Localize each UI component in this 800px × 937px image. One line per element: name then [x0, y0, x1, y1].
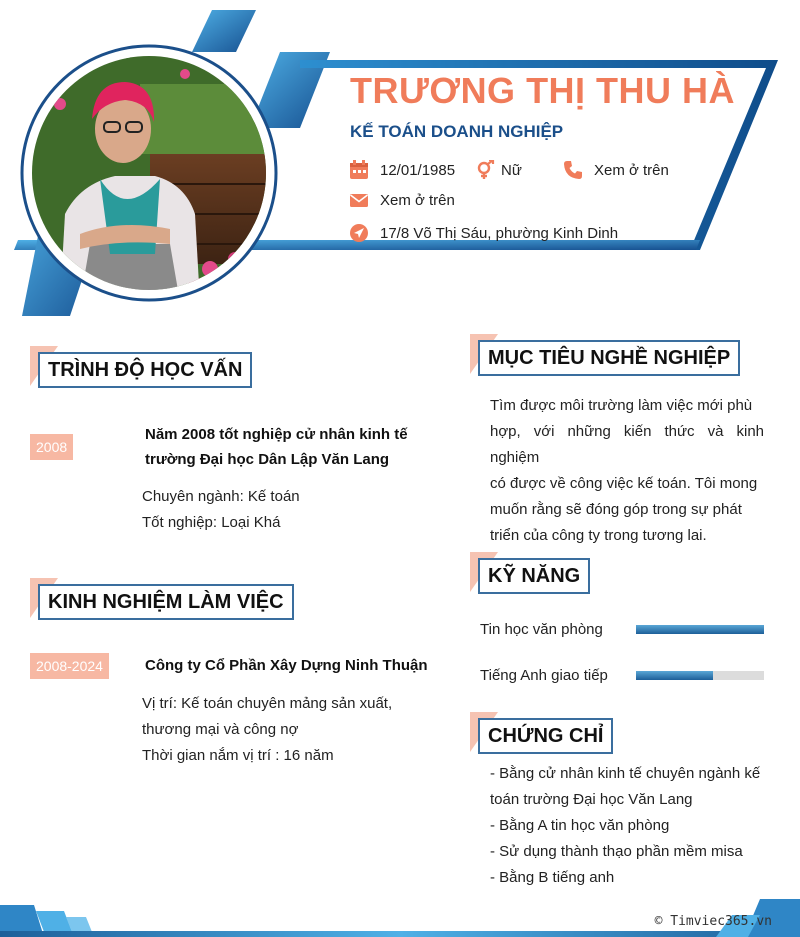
skill-bar-fill: [636, 671, 713, 680]
birthday-value: 12/01/1985: [380, 161, 456, 179]
candidate-name: TRƯƠNG THỊ THU HÀ: [350, 70, 736, 111]
phone-value: Xem ở trên: [594, 161, 669, 179]
education-headline: [145, 422, 415, 472]
gender-icon: [475, 160, 495, 180]
birthday-row: [349, 160, 455, 180]
education-major: Chuyên ngành: Kế toán: [142, 488, 300, 505]
certificate-line: - Sử dụng thành thạo phần mềm misa: [490, 843, 743, 860]
experience-details: [142, 691, 415, 769]
location-icon: [349, 223, 369, 243]
skill-name: Tiếng Anh giao tiếp: [480, 667, 608, 684]
calendar-icon: [349, 160, 369, 180]
gender-row: [475, 160, 522, 180]
skill-bar-fill: [636, 625, 764, 634]
certificate-line: - Bằng cử nhân kinh tế chuyên ngành kế: [490, 765, 761, 782]
address-row: [349, 223, 618, 243]
objective-line: muốn rằng sẽ đóng góp trong sự phát: [490, 501, 742, 518]
email-row: [349, 190, 455, 210]
experience-position-line1: Vị trí: Kế toán chuyên mảng sản xuất,: [142, 695, 393, 712]
experience-period-badge: 2008-2024: [30, 653, 109, 679]
phone-row: [563, 160, 669, 180]
objective-line: triển của công ty trong tương lai.: [490, 527, 707, 544]
education-headline-line1: Năm 2008 tốt nghiệp cử nhân kinh tế: [145, 426, 408, 443]
education-year-badge: 2008: [30, 434, 73, 460]
education-grade: Tốt nghiệp: Loại Khá: [142, 514, 281, 531]
objective-text: [490, 393, 764, 549]
phone-icon: [563, 160, 583, 180]
job-title: KẾ TOÁN DOANH NGHIỆP: [350, 122, 564, 141]
certificate-line: - Bằng B tiếng anh: [490, 869, 615, 886]
skill-bar: [636, 625, 764, 634]
experience-duration: Thời gian nắm vị trí : 16 năm: [142, 747, 334, 764]
objective-line: Tìm được môi trường làm việc mới phù: [490, 397, 753, 414]
objective-line: có được về công việc kế toán. Tôi mong: [490, 475, 758, 492]
certificates-list: [490, 761, 766, 891]
address-value: 17/8 Võ Thị Sáu, phường Kinh Dinh: [380, 224, 619, 242]
skill-bar: [636, 671, 764, 680]
experience-position-line2: thương mại và công nợ: [142, 721, 299, 738]
gender-value: Nữ: [501, 161, 522, 179]
email-value: Xem ở trên: [380, 191, 455, 209]
avatar: [20, 44, 278, 302]
certificate-line: - Bằng A tin học văn phòng: [490, 817, 670, 834]
experience-company: Công ty Cổ Phần Xây Dựng Ninh Thuận: [145, 657, 428, 674]
certificate-line: toán trường Đại học Văn Lang: [490, 791, 693, 808]
objective-line: hợp, với những kiến thức và kinh nghiệm: [490, 423, 764, 466]
email-icon: [349, 190, 369, 210]
skill-name: Tin học văn phòng: [480, 621, 603, 638]
copyright-text: © Timviec365.vn: [654, 914, 772, 929]
education-headline-line2: trường Đại học Dân Lập Văn Lang: [145, 451, 390, 468]
